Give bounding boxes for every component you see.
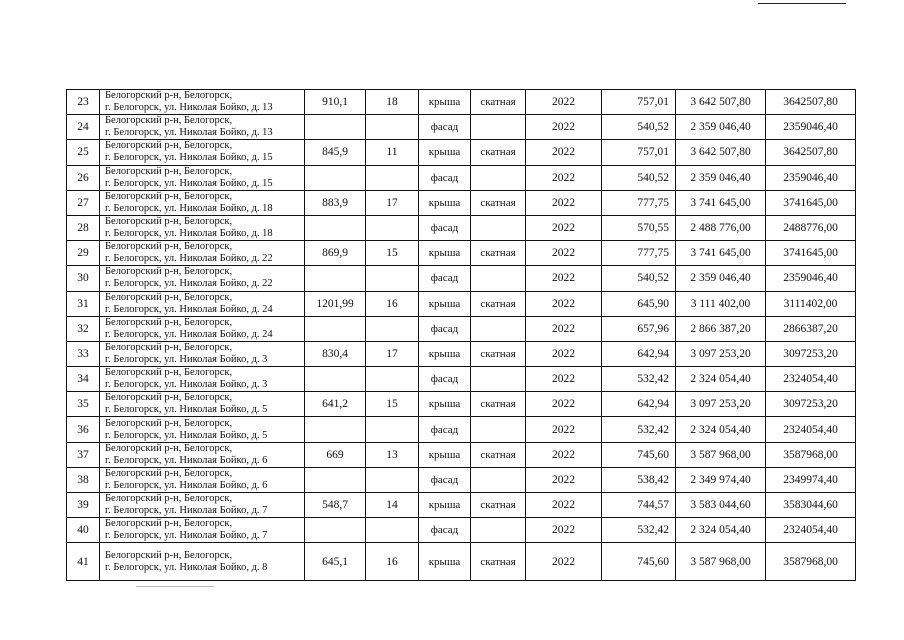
address-line-1: Белогорский р-н, Белогорск, — [105, 115, 233, 127]
total-cell: 3 583 044,60 — [676, 493, 766, 518]
unit-cost-cell: 540,52 — [602, 115, 676, 140]
total-cell: 3 097 253,20 — [676, 341, 766, 366]
table-row — [67, 417, 856, 442]
row-number-cell: 35 — [67, 392, 100, 417]
type-cell: скатная — [471, 543, 526, 581]
year-cell: 2022 — [526, 518, 602, 543]
address-line-2: г. Белогорск, ул. Николая Бойко, д. 18 — [105, 202, 273, 214]
address-line-1: Белогорский р-н, Белогорск, — [105, 518, 233, 530]
count-cell — [366, 266, 419, 291]
address-cell — [100, 190, 305, 215]
address-cell — [100, 493, 305, 518]
address-line-1: Белогорский р-н, Белогорск, — [105, 291, 233, 303]
table-row — [67, 442, 856, 467]
table-row — [67, 518, 856, 543]
area-cell: 669 — [305, 442, 366, 467]
table-row — [67, 467, 856, 492]
year-cell: 2022 — [526, 367, 602, 392]
type-cell — [471, 266, 526, 291]
type-cell — [471, 417, 526, 442]
year-cell: 2022 — [526, 467, 602, 492]
table-row — [67, 316, 856, 341]
count-cell — [366, 518, 419, 543]
area-cell — [305, 417, 366, 442]
address-line-2: г. Белогорск, ул. Николая Бойко, д. 24 — [105, 303, 273, 315]
row-number-cell: 23 — [67, 90, 100, 115]
address-line-1: Белогорский р-н, Белогорск, — [105, 90, 233, 102]
row-number-cell: 37 — [67, 442, 100, 467]
top-rule — [758, 3, 846, 4]
count-cell: 16 — [366, 543, 419, 581]
address-line-2: г. Белогорск, ул. Николая Бойко, д. 15 — [105, 152, 273, 164]
address-line-2: г. Белогорск, ул. Николая Бойко, д. 15 — [105, 177, 273, 189]
type-cell: скатная — [471, 442, 526, 467]
total-plain-cell: 3097253,20 — [766, 341, 856, 366]
row-number-cell: 38 — [67, 467, 100, 492]
element-cell: фасад — [419, 467, 471, 492]
table-row — [67, 165, 856, 190]
address-cell — [100, 215, 305, 240]
address-line-1: Белогорский р-н, Белогорск, — [105, 467, 233, 479]
element-cell: фасад — [419, 316, 471, 341]
address-line-1: Белогорский р-н, Белогорск, — [105, 266, 233, 278]
table-body — [67, 90, 856, 581]
address-cell — [100, 367, 305, 392]
total-cell: 3 741 645,00 — [676, 241, 766, 266]
element-cell: фасад — [419, 518, 471, 543]
year-cell: 2022 — [526, 442, 602, 467]
address-cell — [100, 241, 305, 266]
table-row — [67, 266, 856, 291]
type-cell: скатная — [471, 90, 526, 115]
unit-cost-cell: 757,01 — [602, 140, 676, 165]
address-cell — [100, 266, 305, 291]
table-row — [67, 140, 856, 165]
year-cell: 2022 — [526, 190, 602, 215]
table-row — [67, 341, 856, 366]
area-cell — [305, 316, 366, 341]
unit-cost-cell: 532,42 — [602, 417, 676, 442]
row-number-cell: 24 — [67, 115, 100, 140]
total-plain-cell: 3587968,00 — [766, 442, 856, 467]
area-cell: 883,9 — [305, 190, 366, 215]
address-line-1: Белогорский р-н, Белогорск, — [105, 549, 233, 561]
total-cell: 3 587 968,00 — [676, 543, 766, 581]
row-number-cell: 33 — [67, 341, 100, 366]
unit-cost-cell: 540,52 — [602, 266, 676, 291]
address-cell — [100, 442, 305, 467]
total-cell: 2 324 054,40 — [676, 367, 766, 392]
total-plain-cell: 2488776,00 — [766, 215, 856, 240]
unit-cost-cell: 538,42 — [602, 467, 676, 492]
document-sheet — [66, 89, 856, 581]
year-cell: 2022 — [526, 543, 602, 581]
address-cell — [100, 543, 305, 581]
type-cell: скатная — [471, 190, 526, 215]
year-cell: 2022 — [526, 115, 602, 140]
total-plain-cell: 2324054,40 — [766, 417, 856, 442]
address-line-2: г. Белогорск, ул. Николая Бойко, д. 13 — [105, 102, 273, 114]
total-plain-cell: 3741645,00 — [766, 190, 856, 215]
address-cell — [100, 417, 305, 442]
year-cell: 2022 — [526, 241, 602, 266]
row-number-cell: 34 — [67, 367, 100, 392]
total-cell: 3 642 507,80 — [676, 140, 766, 165]
total-cell: 2 359 046,40 — [676, 165, 766, 190]
address-cell — [100, 316, 305, 341]
area-cell — [305, 367, 366, 392]
total-plain-cell: 3111402,00 — [766, 291, 856, 316]
row-number-cell: 30 — [67, 266, 100, 291]
address-line-1: Белогорский р-н, Белогорск, — [105, 241, 233, 253]
year-cell: 2022 — [526, 316, 602, 341]
total-cell: 2 359 046,40 — [676, 266, 766, 291]
address-line-2: г. Белогорск, ул. Николая Бойко, д. 18 — [105, 228, 273, 240]
address-line-2: г. Белогорск, ул. Николая Бойко, д. 5 — [105, 429, 268, 441]
total-cell: 2 349 974,40 — [676, 467, 766, 492]
address-line-1: Белогорский р-н, Белогорск, — [105, 140, 233, 152]
unit-cost-cell: 745,60 — [602, 543, 676, 581]
count-cell — [366, 115, 419, 140]
unit-cost-cell: 642,94 — [602, 341, 676, 366]
total-plain-cell: 2324054,40 — [766, 518, 856, 543]
element-cell: фасад — [419, 417, 471, 442]
total-cell: 2 488 776,00 — [676, 215, 766, 240]
count-cell: 17 — [366, 341, 419, 366]
count-cell — [366, 417, 419, 442]
address-line-2: г. Белогорск, ул. Николая Бойко, д. 7 — [105, 505, 268, 517]
year-cell: 2022 — [526, 215, 602, 240]
total-plain-cell: 2866387,20 — [766, 316, 856, 341]
address-cell — [100, 467, 305, 492]
count-cell: 18 — [366, 90, 419, 115]
unit-cost-cell: 532,42 — [602, 518, 676, 543]
unit-cost-cell: 757,01 — [602, 90, 676, 115]
table-row — [67, 543, 856, 581]
total-cell: 3 097 253,20 — [676, 392, 766, 417]
address-line-2: г. Белогорск, ул. Николая Бойко, д. 3 — [105, 353, 268, 365]
total-cell: 2 324 054,40 — [676, 417, 766, 442]
unit-cost-cell: 642,94 — [602, 392, 676, 417]
year-cell: 2022 — [526, 417, 602, 442]
unit-cost-cell: 745,60 — [602, 442, 676, 467]
total-plain-cell: 3097253,20 — [766, 392, 856, 417]
area-cell: 830,4 — [305, 341, 366, 366]
area-cell — [305, 165, 366, 190]
total-plain-cell: 3741645,00 — [766, 241, 856, 266]
table-row — [67, 291, 856, 316]
type-cell — [471, 215, 526, 240]
table-row — [67, 115, 856, 140]
total-plain-cell: 3642507,80 — [766, 140, 856, 165]
area-cell: 910,1 — [305, 90, 366, 115]
type-cell — [471, 165, 526, 190]
type-cell — [471, 467, 526, 492]
unit-cost-cell: 777,75 — [602, 241, 676, 266]
row-number-cell: 29 — [67, 241, 100, 266]
row-number-cell: 26 — [67, 165, 100, 190]
total-cell: 2 866 387,20 — [676, 316, 766, 341]
address-line-1: Белогорский р-н, Белогорск, — [105, 367, 233, 379]
type-cell: скатная — [471, 241, 526, 266]
element-cell: крыша — [419, 341, 471, 366]
total-plain-cell: 2359046,40 — [766, 115, 856, 140]
count-cell: 13 — [366, 442, 419, 467]
area-cell — [305, 266, 366, 291]
total-cell: 2 324 054,40 — [676, 518, 766, 543]
table-row — [67, 367, 856, 392]
unit-cost-cell: 657,96 — [602, 316, 676, 341]
year-cell: 2022 — [526, 165, 602, 190]
address-line-1: Белогорский р-н, Белогорск, — [105, 165, 233, 177]
element-cell: крыша — [419, 140, 471, 165]
element-cell: крыша — [419, 90, 471, 115]
address-cell — [100, 518, 305, 543]
type-cell — [471, 115, 526, 140]
row-number-cell: 32 — [67, 316, 100, 341]
count-cell — [366, 215, 419, 240]
year-cell: 2022 — [526, 90, 602, 115]
year-cell: 2022 — [526, 291, 602, 316]
total-cell: 3 111 402,00 — [676, 291, 766, 316]
type-cell — [471, 367, 526, 392]
area-cell — [305, 215, 366, 240]
count-cell: 11 — [366, 140, 419, 165]
total-plain-cell: 3642507,80 — [766, 90, 856, 115]
address-line-2: г. Белогорск, ул. Николая Бойко, д. 6 — [105, 454, 268, 466]
element-cell: крыша — [419, 241, 471, 266]
table-row — [67, 392, 856, 417]
table-row — [67, 190, 856, 215]
address-line-1: Белогорский р-н, Белогорск, — [105, 392, 233, 404]
table-row — [67, 493, 856, 518]
address-cell — [100, 291, 305, 316]
total-cell: 3 587 968,00 — [676, 442, 766, 467]
count-cell: 16 — [366, 291, 419, 316]
area-cell: 548,7 — [305, 493, 366, 518]
element-cell: крыша — [419, 493, 471, 518]
count-cell — [366, 467, 419, 492]
element-cell: крыша — [419, 392, 471, 417]
type-cell: скатная — [471, 392, 526, 417]
element-cell: фасад — [419, 367, 471, 392]
total-plain-cell: 2349974,40 — [766, 467, 856, 492]
unit-cost-cell: 645,90 — [602, 291, 676, 316]
address-cell — [100, 140, 305, 165]
type-cell — [471, 518, 526, 543]
element-cell: фасад — [419, 115, 471, 140]
address-line-2: г. Белогорск, ул. Николая Бойко, д. 5 — [105, 404, 268, 416]
address-line-2: г. Белогорск, ул. Николая Бойко, д. 13 — [105, 127, 273, 139]
total-plain-cell: 2359046,40 — [766, 266, 856, 291]
count-cell: 14 — [366, 493, 419, 518]
address-line-2: г. Белогорск, ул. Николая Бойко, д. 6 — [105, 479, 268, 491]
address-cell — [100, 165, 305, 190]
unit-cost-cell: 744,57 — [602, 493, 676, 518]
bottom-rule — [136, 586, 214, 587]
area-cell — [305, 467, 366, 492]
total-plain-cell: 3587968,00 — [766, 543, 856, 581]
area-cell — [305, 115, 366, 140]
row-number-cell: 36 — [67, 417, 100, 442]
element-cell: крыша — [419, 190, 471, 215]
address-line-2: г. Белогорск, ул. Николая Бойко, д. 3 — [105, 379, 268, 391]
row-number-cell: 27 — [67, 190, 100, 215]
address-line-2: г. Белогорск, ул. Николая Бойко, д. 7 — [105, 530, 268, 542]
total-plain-cell: 2359046,40 — [766, 165, 856, 190]
area-cell: 641,2 — [305, 392, 366, 417]
type-cell: скатная — [471, 291, 526, 316]
element-cell: крыша — [419, 442, 471, 467]
count-cell: 15 — [366, 392, 419, 417]
works-table — [66, 89, 856, 581]
area-cell: 845,9 — [305, 140, 366, 165]
address-cell — [100, 392, 305, 417]
row-number-cell: 31 — [67, 291, 100, 316]
address-line-1: Белогорский р-н, Белогорск, — [105, 341, 233, 353]
type-cell: скатная — [471, 493, 526, 518]
unit-cost-cell: 540,52 — [602, 165, 676, 190]
address-line-1: Белогорский р-н, Белогорск, — [105, 493, 233, 505]
year-cell: 2022 — [526, 266, 602, 291]
address-line-1: Белогорский р-н, Белогорск, — [105, 190, 233, 202]
address-cell — [100, 90, 305, 115]
total-plain-cell: 2324054,40 — [766, 367, 856, 392]
address-cell — [100, 115, 305, 140]
count-cell: 15 — [366, 241, 419, 266]
element-cell: фасад — [419, 215, 471, 240]
unit-cost-cell: 532,42 — [602, 367, 676, 392]
address-line-1: Белогорский р-н, Белогорск, — [105, 417, 233, 429]
area-cell: 1201,99 — [305, 291, 366, 316]
address-cell — [100, 341, 305, 366]
count-cell: 17 — [366, 190, 419, 215]
area-cell: 645,1 — [305, 543, 366, 581]
element-cell: крыша — [419, 543, 471, 581]
type-cell: скатная — [471, 341, 526, 366]
element-cell: фасад — [419, 165, 471, 190]
address-line-2: г. Белогорск, ул. Николая Бойко, д. 22 — [105, 253, 273, 265]
row-number-cell: 39 — [67, 493, 100, 518]
table-row — [67, 90, 856, 115]
type-cell — [471, 316, 526, 341]
count-cell — [366, 165, 419, 190]
year-cell: 2022 — [526, 341, 602, 366]
table-row — [67, 215, 856, 240]
year-cell: 2022 — [526, 140, 602, 165]
row-number-cell: 28 — [67, 215, 100, 240]
row-number-cell: 41 — [67, 543, 100, 581]
area-cell — [305, 518, 366, 543]
address-line-2: г. Белогорск, ул. Николая Бойко, д. 24 — [105, 328, 273, 340]
total-cell: 3 642 507,80 — [676, 90, 766, 115]
type-cell: скатная — [471, 140, 526, 165]
count-cell — [366, 367, 419, 392]
address-line-2: г. Белогорск, ул. Николая Бойко, д. 22 — [105, 278, 273, 290]
count-cell — [366, 316, 419, 341]
total-cell: 2 359 046,40 — [676, 115, 766, 140]
year-cell: 2022 — [526, 493, 602, 518]
element-cell: крыша — [419, 291, 471, 316]
address-line-1: Белогорский р-н, Белогорск, — [105, 216, 233, 228]
year-cell: 2022 — [526, 392, 602, 417]
element-cell: фасад — [419, 266, 471, 291]
table-row — [67, 241, 856, 266]
row-number-cell: 25 — [67, 140, 100, 165]
total-cell: 3 741 645,00 — [676, 190, 766, 215]
unit-cost-cell: 570,55 — [602, 215, 676, 240]
area-cell: 869,9 — [305, 241, 366, 266]
total-plain-cell: 3583044,60 — [766, 493, 856, 518]
unit-cost-cell: 777,75 — [602, 190, 676, 215]
address-line-1: Белогорский р-н, Белогорск, — [105, 316, 233, 328]
row-number-cell: 40 — [67, 518, 100, 543]
address-line-1: Белогорский р-н, Белогорск, — [105, 442, 233, 454]
address-line-2: г. Белогорск, ул. Николая Бойко, д. 8 — [105, 561, 268, 573]
